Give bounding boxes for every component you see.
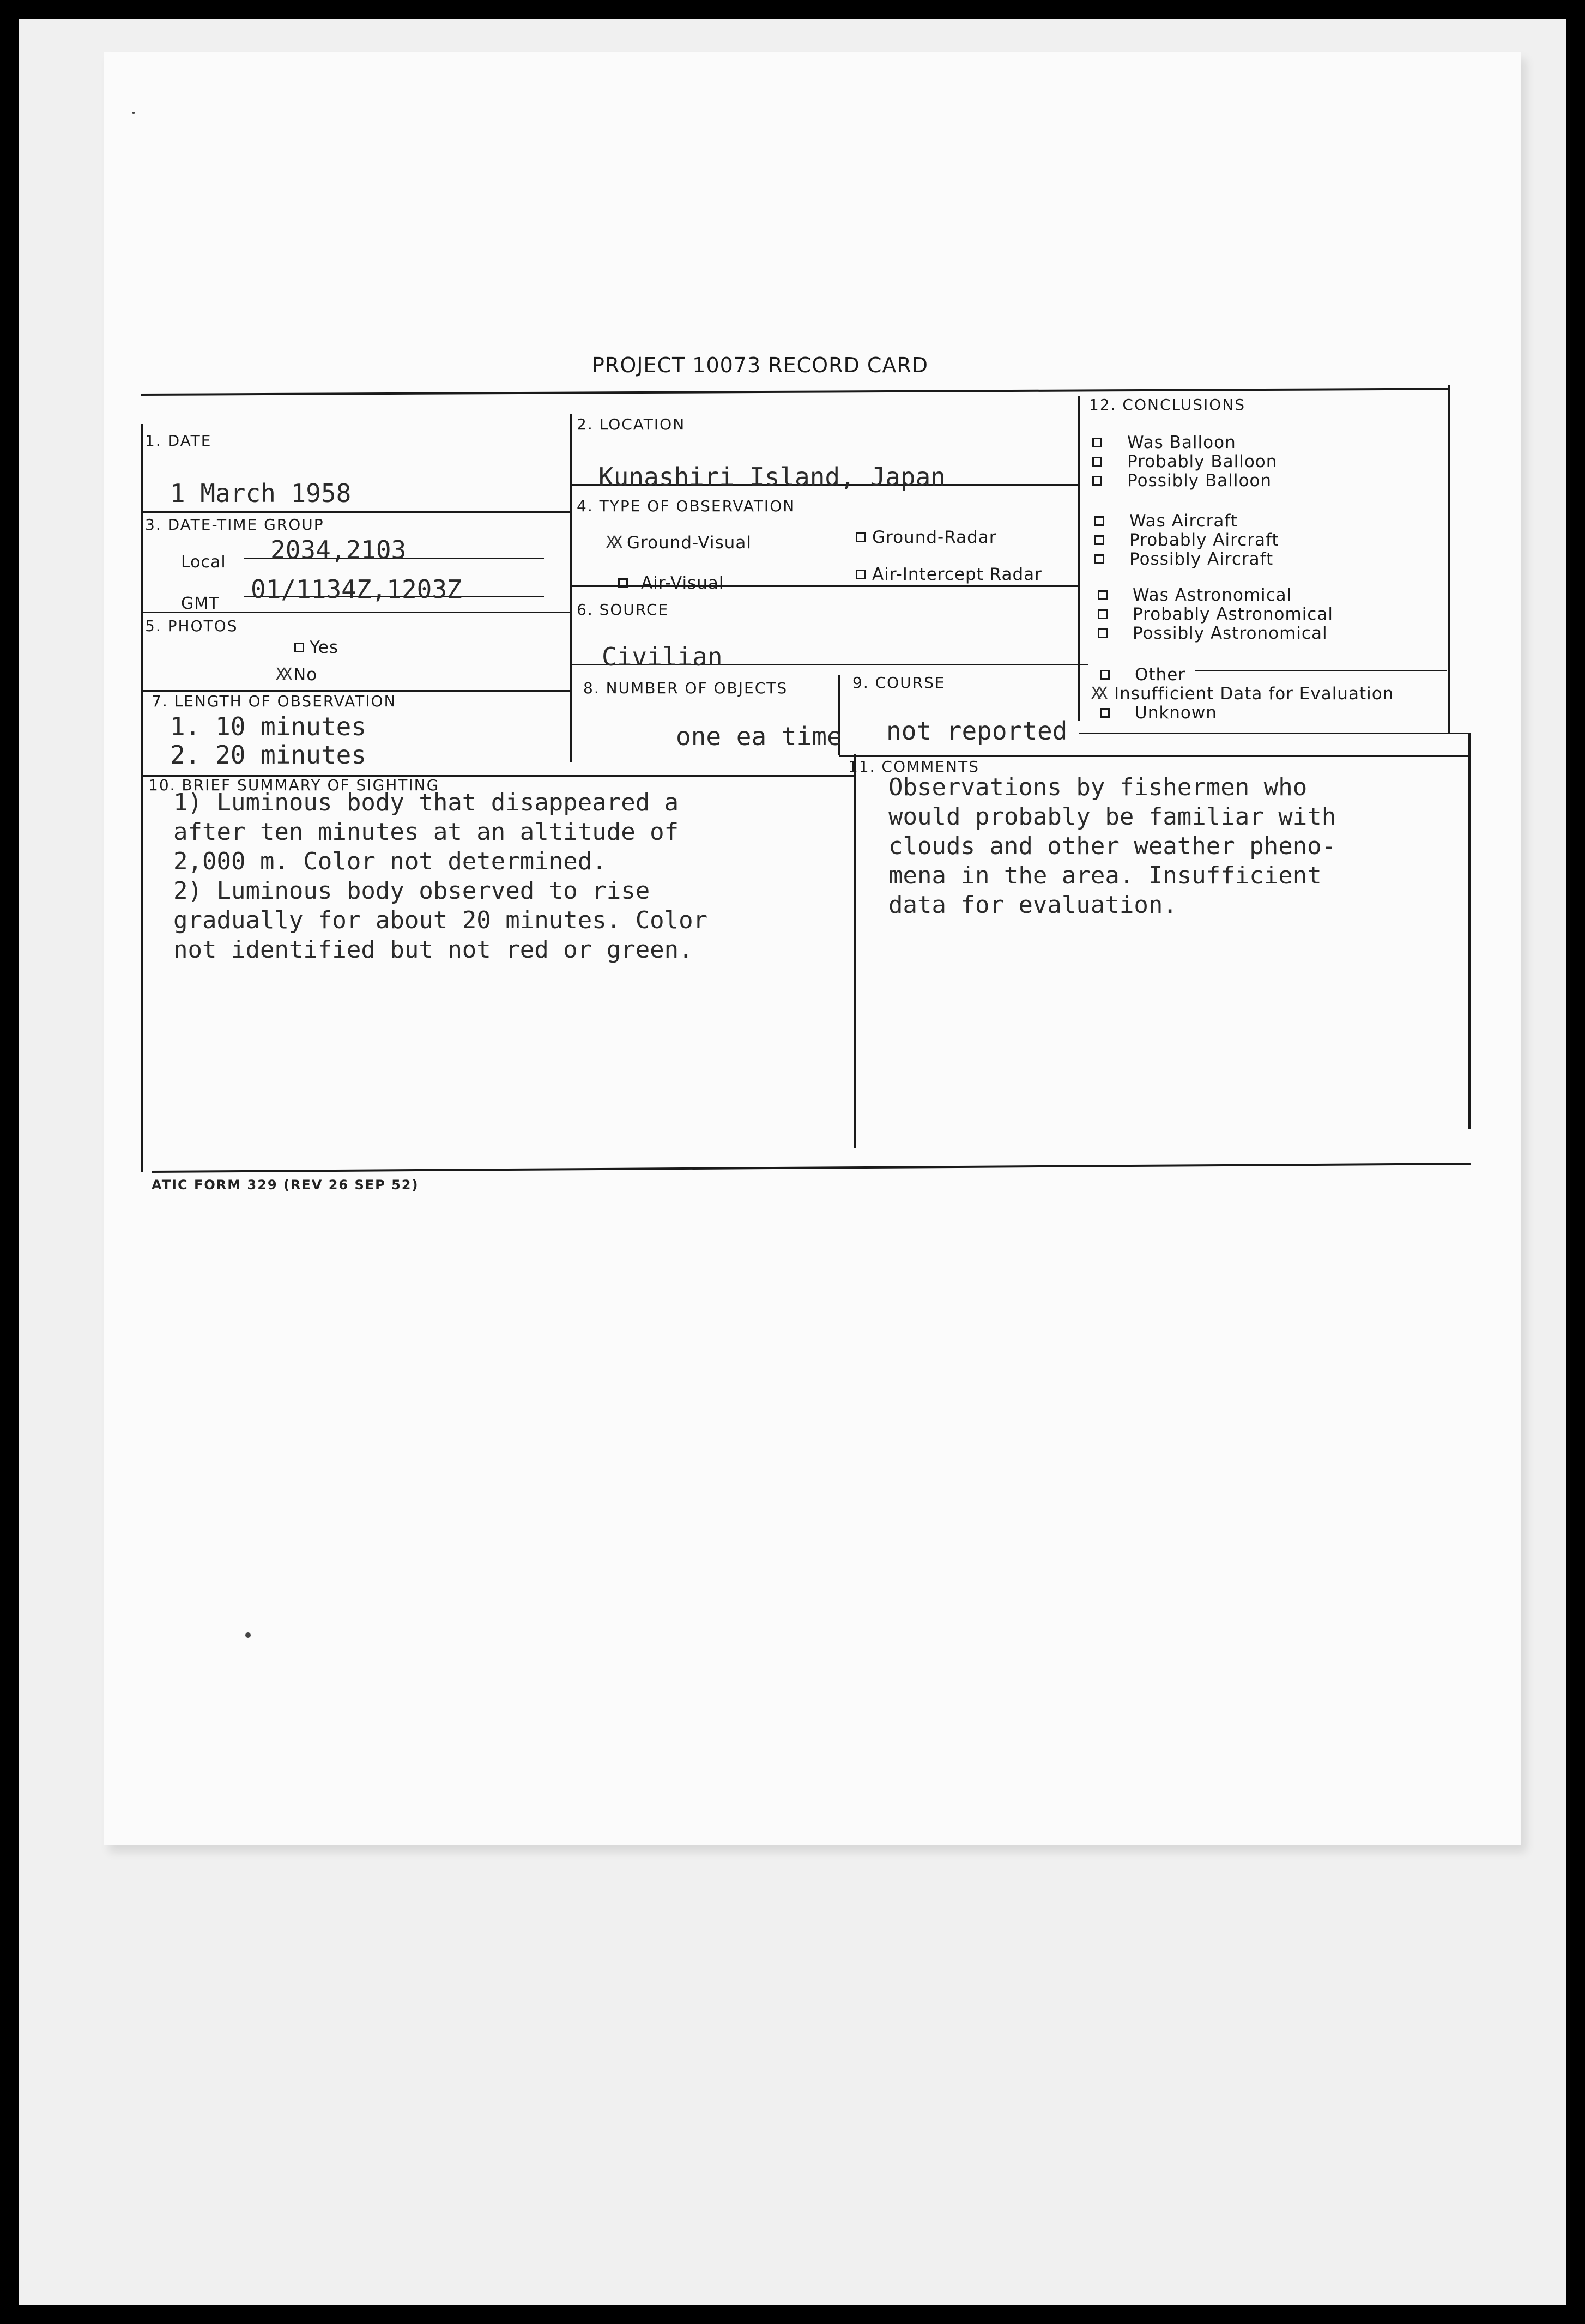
location-label: 2. LOCATION [577,415,686,433]
conclusion-option[interactable]: Was Balloon [1092,433,1277,452]
card-border-right-lower [1468,734,1471,1129]
photos-option-yes[interactable] [294,638,338,657]
conclusion-option[interactable]: Possibly Balloon [1092,471,1277,490]
length-of-observation-label: 7. LENGTH OF OBSERVATION [152,692,397,710]
summary-line: after ten minutes at an altitude of [173,818,679,846]
conclusion-option-other[interactable]: Other [1100,665,1394,684]
comments-text [888,773,1336,920]
checkbox[interactable] [1100,708,1110,718]
number-of-objects-label: 8. NUMBER OF OBJECTS [583,679,788,697]
conclusion-option[interactable]: Possibly Astronomical [1098,624,1333,643]
course-label: 9. COURSE [852,674,946,692]
scan-speck [132,112,135,114]
ground-visual-label: Ground-Visual [627,532,752,553]
conclusions-astronomical-group [1098,585,1333,643]
local-time-value: 2034,2103 [270,535,407,565]
checkbox[interactable] [1098,628,1108,638]
rule-conclusions-bottom [1079,733,1471,734]
air-intercept-radar-checkbox[interactable] [856,570,866,579]
photos-no-label: No [293,664,318,685]
type-of-observation-label: 4. TYPE OF OBSERVATION [577,497,796,515]
observation-option-ground-radar[interactable] [856,528,997,547]
ground-radar-label: Ground-Radar [872,527,997,547]
comments-label: 11. COMMENTS [848,758,979,776]
comments-line: Observations by fishermen who [888,773,1308,801]
conclusion-option[interactable]: Was Aircraft [1094,511,1279,530]
conclusions-other-group [1091,664,1394,723]
conclusions-label: 12. CONCLUSIONS [1089,396,1246,414]
gmt-time-value: 01/1134Z,1203Z [251,574,462,604]
conclusion-option[interactable]: Probably Balloon [1092,452,1277,471]
date-time-group-label: 3. DATE-TIME GROUP [145,516,324,534]
card-border-left [141,424,143,1172]
rule-photos [141,690,571,692]
comments-line: would probably be familiar with [888,803,1336,831]
conclusion-option[interactable]: Probably Aircraft [1094,530,1279,549]
gmt-label: GMT [181,594,220,613]
divider-summary-comments [854,754,856,1148]
air-visual-checkbox[interactable] [618,578,628,588]
summary-line: gradually for about 20 minutes. Color [173,906,708,934]
form-identifier: ATIC FORM 329 (REV 26 SEP 52) [152,1177,419,1193]
photos-no-checkmark: XX [276,665,289,684]
conclusion-option[interactable]: Possibly Aircraft [1094,549,1279,568]
date-label: 1. DATE [145,432,212,450]
observation-option-ground-visual[interactable] [606,532,752,553]
checkbox[interactable] [1094,516,1104,526]
source-value: Civilian [602,642,723,671]
divider-date-location [570,414,572,762]
checkbox[interactable] [1092,438,1102,447]
number-of-objects-value: one ea time [676,722,842,751]
observation-option-air-intercept-radar[interactable] [856,565,1042,584]
checkbox[interactable] [1092,476,1102,486]
comments-line: mena in the area. Insufficient [888,862,1322,889]
scan-speck [245,1632,251,1638]
card-border-right-upper [1448,385,1450,734]
checkbox[interactable] [1094,554,1104,564]
summary-line: 1) Luminous body that disappeared a [173,789,679,816]
course-value: not reported [886,716,1068,746]
conclusions-balloon-group [1092,433,1277,490]
brief-summary-text [173,788,707,965]
photos-option-no[interactable] [276,664,318,685]
checkbox[interactable] [1098,590,1108,600]
local-label: Local [181,553,226,572]
divider-location-conclusions [1078,396,1080,721]
card-title: PROJECT 10073 RECORD CARD [592,353,929,377]
summary-line: 2) Luminous body observed to rise [173,877,650,905]
source-label: 6. SOURCE [577,601,669,619]
comments-line: clouds and other weather pheno- [888,832,1336,860]
air-visual-label: Air-Visual [641,573,724,593]
comments-line: data for evaluation. [888,891,1177,919]
photos-label: 5. PHOTOS [145,617,238,635]
conclusion-option-unknown[interactable]: Unknown [1100,703,1394,722]
photos-yes-label: Yes [310,637,339,657]
checkbox[interactable] [1100,670,1110,680]
conclusion-option[interactable]: Was Astronomical [1098,585,1333,604]
date-value: 1 March 1958 [170,479,352,508]
conclusion-option-insufficient-data[interactable]: XX Insufficient Data for Evaluation [1091,683,1394,704]
air-intercept-radar-label: Air-Intercept Radar [872,564,1042,584]
conclusions-aircraft-group [1094,511,1279,568]
summary-line: not identified but not red or green. [173,936,693,964]
length-line-2: 2. 20 minutes [170,740,367,770]
checkbox[interactable] [1098,609,1108,619]
rule-objects [839,755,1471,757]
length-line-1: 1. 10 minutes [170,712,367,741]
observation-option-air-visual[interactable] [618,573,724,592]
location-value: Kunashiri Island, Japan [598,462,946,492]
ground-visual-checkmark: XX [606,533,620,552]
conclusion-option[interactable]: Probably Astronomical [1098,604,1333,624]
summary-line: 2,000 m. Color not determined. [173,848,607,875]
photos-yes-checkbox[interactable] [294,643,304,652]
checkbox[interactable] [1094,535,1104,545]
ground-radar-checkbox[interactable] [856,532,866,542]
insufficient-data-checkmark: XX [1091,684,1105,703]
brief-summary-label: 10. BRIEF SUMMARY OF SIGHTING [148,776,440,794]
rule-date [141,511,571,513]
checkbox[interactable] [1092,457,1102,467]
